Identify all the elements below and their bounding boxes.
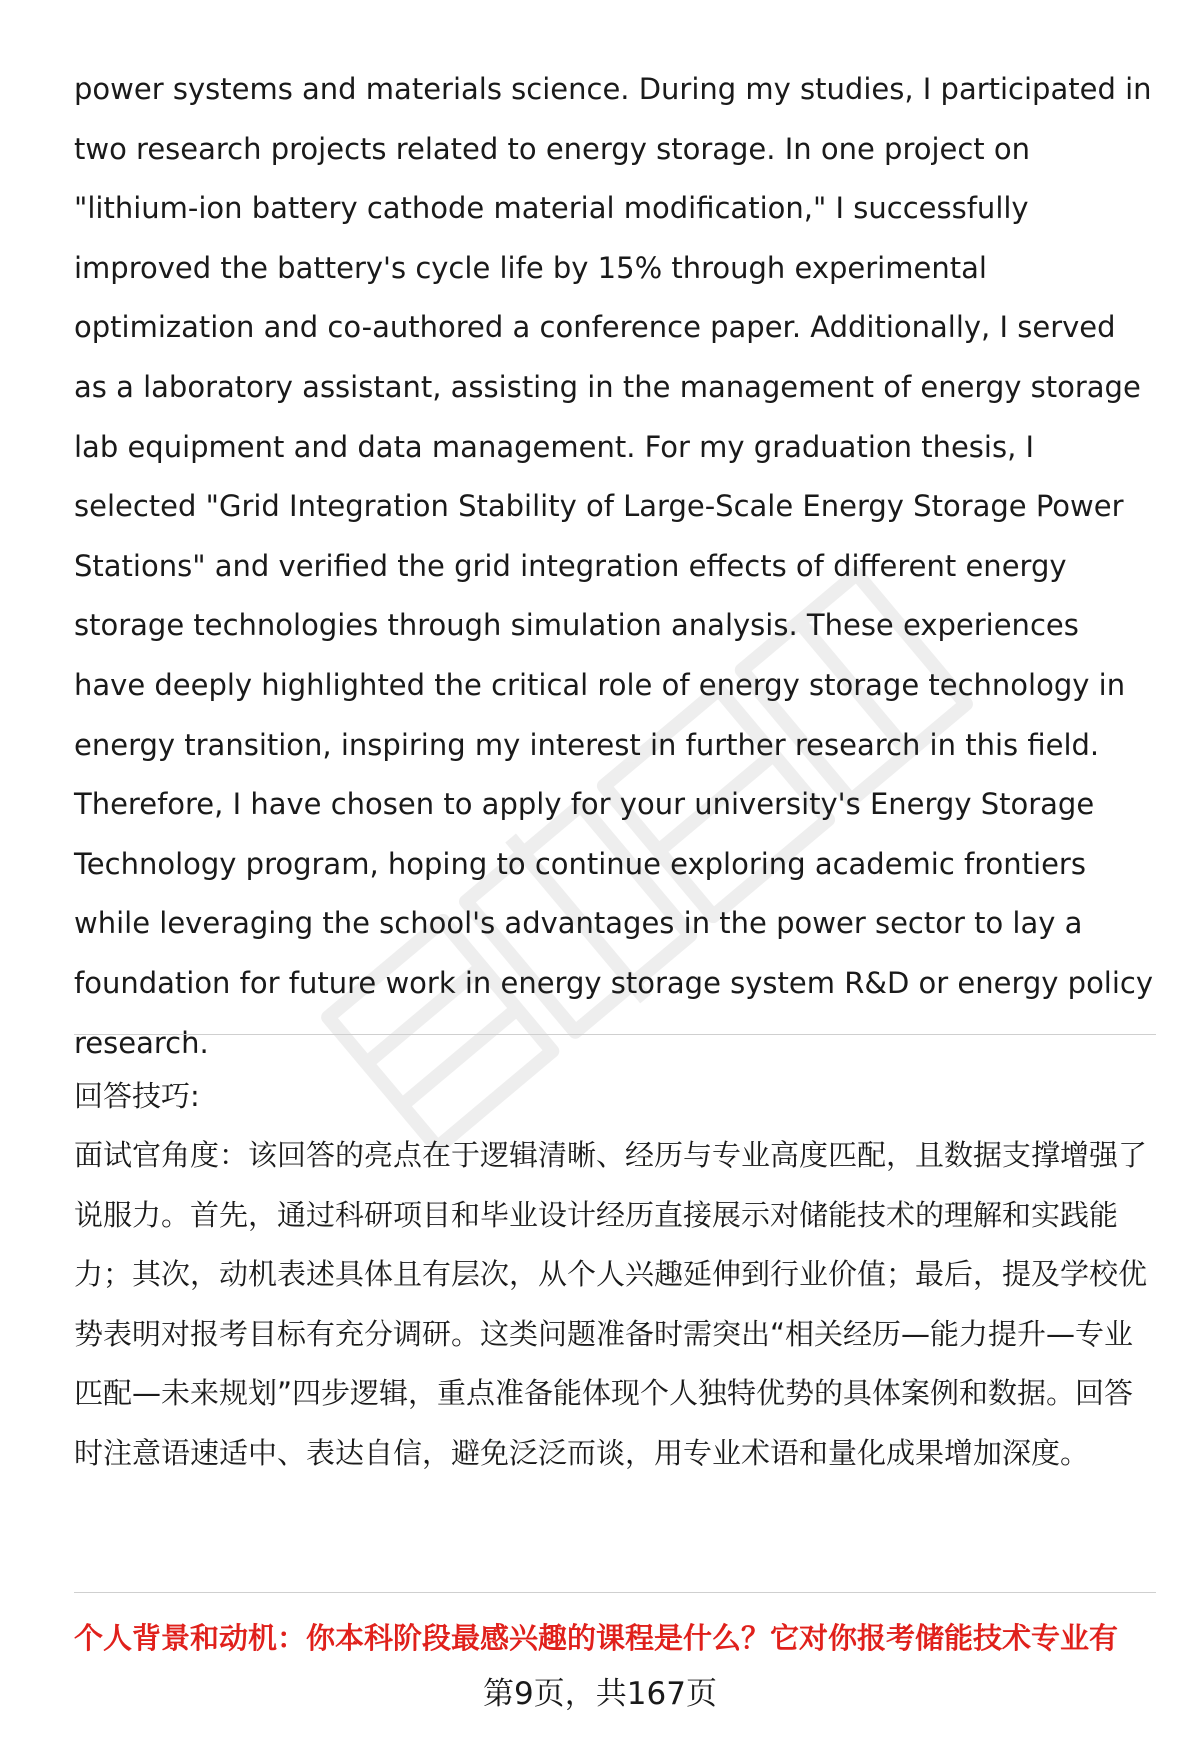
next-question-heading: 个人背景和动机：你本科阶段最感兴趣的课程是什么？它对你报考储能技术专业有: [74, 1621, 1119, 1655]
answer-paragraph: power systems and materials science. During my studies, I participated in two research projects related to energy storage. In one project on "lithium-ion battery cathode material modification," I successfully improved the battery's cycle life by 15% through experimental optimization and co-authored a conference paper. Additionally, I served as a laboratory assistant, assisting in the management of energy storage lab equipment and data management. For my graduation thesis, I selected "Grid Integration Stability of Large-Scale Energy Storage Power Stations" and verified the grid integration effects of different energy storage technologies through simulation analysis. These experiences have deeply highlighted the critical role of energy storage technology in energy transition, inspiring my interest in further research in this field. Therefore, I have chosen to apply for your university's Energy Storage Technology program, hoping to continue exploring academic frontiers while leveraging the school's advantages in the power sector to lay a foundation for future work in energy storage system R&D or energy policy research.: [74, 72, 1154, 1060]
section-divider: [74, 1034, 1156, 1035]
tips-heading: 回答技巧:: [74, 1079, 200, 1113]
page-number: 第9页，共167页: [483, 1676, 717, 1712]
tips-paragraph: 面试官角度：该回答的亮点在于逻辑清晰、经历与专业高度匹配，且数据支撑增强了说服力。首先，通过科研项目和毕业设计经历直接展示对储能技术的理解和实践能力；其次，动机表述具体且有层次，从个人兴趣延伸到行业价值；最后，提及学校优势表明对报考目标有充分调研。这类问题准备时需突出“相关经历—能力提升—专业匹配—未来规划”四步逻辑，重点准备能体现个人独特优势的具体案例和数据。回答时注意语速适中、表达自信，避免泛泛而谈，用专业术语和量化成果增加深度。: [74, 1138, 1148, 1470]
section-divider: [74, 1592, 1156, 1593]
